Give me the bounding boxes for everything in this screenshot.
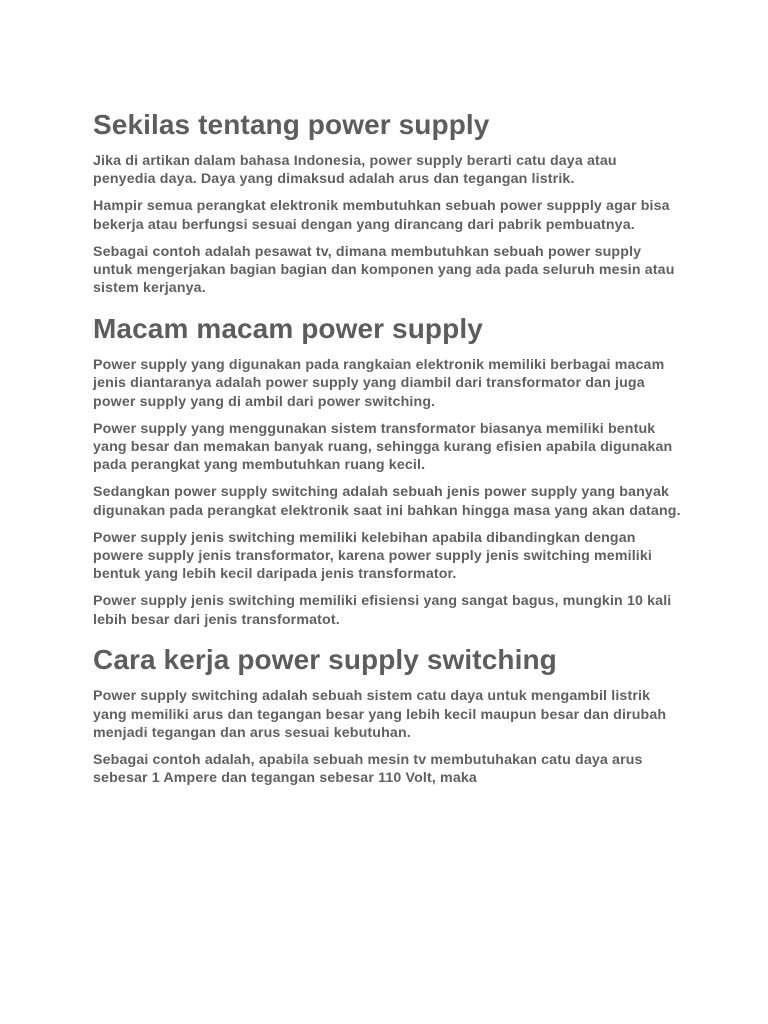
paragraph: Power supply jenis switching memiliki kelebihan apabila dibandingkan dengan powere supply jenis transformator, karena power supply jenis switching memiliki bentuk yang lebih kecil daripada jenis transformator. [93, 529, 653, 583]
paragraph: Sedangkan power supply switching adalah sebuah jenis power supply yang banyak digunakan pada perangkat elektronik saat ini bahkan hingga masa yang akan datang. [93, 484, 681, 519]
paragraph: Power supply yang digunakan pada rangkaian elektronik memiliki berbagai macam jenis diantaranya adalah power supply yang diambil dari transformator dan juga power supply yang di ambil dari power switching. [93, 356, 665, 410]
section-title: Cara kerja power supply switching [93, 644, 557, 676]
paragraph: Power supply switching adalah sebuah sistem catu daya untuk mengambil listrik yang memiliki arus dan tegangan besar yang lebih kecil maupun besar dan dirubah menjadi tegangan dan arus sesuai kebutuhan. [93, 688, 667, 741]
document-page [93, 108, 683, 796]
paragraph: Hampir semua perangkat elektronik membutuhkan sebuah power suppply agar bisa bekerja atau berfungsi sesuai dengan yang dirancang dari pabrik pembuatnya. [93, 198, 670, 233]
section-title: Macam macam power supply [93, 312, 483, 344]
section-macam [93, 312, 683, 629]
paragraph: Sebagai contoh adalah, apabila sebuah mesin tv membutuhakan catu daya arus sebesar 1 Ampere dan tegangan sebesar 110 Volt, maka [93, 751, 643, 787]
section-cara-kerja [93, 643, 683, 788]
section-title: Sekilas tentang power supply [93, 109, 490, 140]
paragraph: Power supply yang menggunakan sistem transformator biasanya memiliki bentuk yang besar dan memakan banyak ruang, sehingga kurang efisien apabila digunakan pada perangkat yang membutuhkan ruang kecil. [93, 420, 673, 474]
paragraph: Sebagai contoh adalah pesawat tv, dimana membutuhkan sebuah power supply untuk mengerjakan bagian bagian dan komponen yang ada pada seluruh mesin atau sistem kerjanya. [93, 243, 675, 297]
paragraph: Power supply jenis switching memiliki efisiensi yang sangat bagus, mungkin 10 kali lebih besar dari jenis transformatot. [93, 593, 672, 628]
section-sekilas [93, 108, 683, 298]
paragraph: Jika di artikan dalam bahasa Indonesia, power supply berarti catu daya atau penyedia daya. Daya yang dimaksud adalah arus dan tegangan listrik. [93, 153, 617, 188]
